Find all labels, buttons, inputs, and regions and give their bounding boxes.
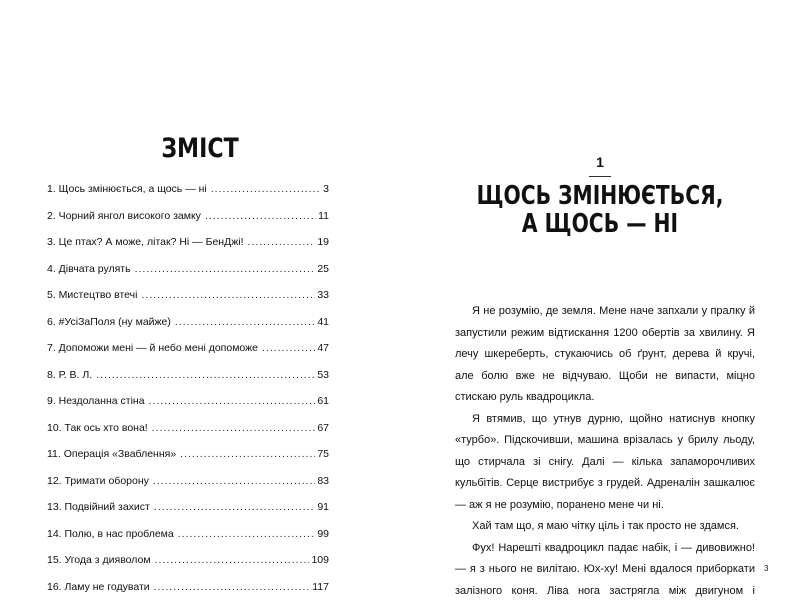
- toc-entry-page: 61: [317, 395, 329, 407]
- toc-entry: [47, 475, 329, 502]
- toc-entry: [47, 448, 329, 475]
- toc-entry: [47, 501, 329, 528]
- toc-entry: [47, 183, 329, 210]
- toc-entry-title: 9. Нездоланна стіна: [47, 395, 145, 407]
- toc-entry-title: 5. Мистецтво втечі: [47, 289, 138, 301]
- toc-leader-dots: [175, 316, 315, 328]
- toc-leader-dots: [178, 528, 316, 540]
- chapter-title-line-1: ЩОСЬ ЗМІНЮЄТЬСЯ,: [476, 181, 724, 211]
- toc-entry-title: 3. Це птах? А може, літак? Ні — БенДжі!: [47, 236, 244, 248]
- toc-entry: [47, 422, 329, 449]
- chapter-title-line-2: А ЩОСЬ — НІ: [521, 209, 679, 239]
- toc-entry: [47, 342, 329, 369]
- toc-entry-page: 47: [317, 342, 329, 354]
- toc-leader-dots: [141, 289, 315, 301]
- toc-entry: [47, 289, 329, 316]
- toc-entry-title: 12. Тримати оборону: [47, 474, 149, 487]
- toc-leader-dots: [96, 369, 315, 381]
- toc-entry-title: 15. Угода з дияволом: [47, 554, 151, 566]
- paragraph: Фух! Нарешті квадроцикл падає набік, і — дивовижно! — я з нього не вилітаю. Юх-ху! Мені вдалося приборкати залізного коня. Ліва нога застрягла між двигуном і: [455, 541, 755, 597]
- chapter-number: 1: [596, 154, 604, 170]
- toc-entry-page: 3: [323, 183, 329, 195]
- page-number: 3: [764, 564, 769, 573]
- toc-entry-title: 7. Допоможи мені — й небо мені допоможе: [47, 342, 259, 354]
- toc-leader-dots: [135, 263, 316, 275]
- toc-entry: [47, 528, 329, 555]
- toc-leader-dots: [180, 448, 315, 460]
- table-of-contents: [47, 183, 329, 600]
- toc-entry-page: 117: [312, 580, 329, 593]
- chapter-title: [444, 182, 756, 238]
- toc-entry-page: 99: [317, 527, 329, 540]
- toc-entry-page: 83: [317, 474, 329, 487]
- toc-entry-title: 1. Щось змінюється, а щось — ні: [47, 183, 207, 195]
- toc-leader-dots: [155, 554, 310, 566]
- toc-entry-page: 67: [317, 421, 329, 434]
- toc-entry-title: 8. Р. В. Л.: [47, 368, 93, 381]
- toc-leader-dots: [248, 236, 316, 248]
- toc-entry-page: 41: [317, 315, 329, 328]
- toc-entry-page: 19: [317, 236, 329, 248]
- toc-entry-title: 6. #УсіЗаПоля (ну майже): [47, 315, 171, 328]
- toc-entry-title: 11. Операція «Зваблення»: [47, 448, 177, 460]
- toc-entry: [47, 263, 329, 290]
- toc-leader-dots: [154, 501, 315, 513]
- toc-entry: [47, 316, 329, 343]
- toc-entry-page: 75: [317, 448, 329, 460]
- toc-entry-title: 13. Подвійний захист: [47, 501, 150, 513]
- toc-leader-dots: [153, 475, 315, 487]
- toc-leader-dots: [205, 210, 316, 222]
- chapter-body-text: [455, 301, 755, 600]
- toc-entry-page: 33: [317, 289, 329, 301]
- toc-title: ЗМІСТ: [161, 133, 239, 164]
- chapter-number-underline: [589, 176, 611, 177]
- toc-entry: [47, 236, 329, 263]
- toc-entry-title: 16. Ламу не годувати: [47, 580, 150, 593]
- toc-entry: [47, 210, 329, 237]
- toc-entry: [47, 581, 329, 600]
- toc-entry: [47, 395, 329, 422]
- toc-entry-title: 2. Чорний янгол високого замку: [47, 209, 201, 222]
- toc-entry: [47, 369, 329, 396]
- toc-entry: [47, 554, 329, 581]
- toc-leader-dots: [211, 183, 321, 195]
- toc-leader-dots: [262, 342, 315, 354]
- toc-entry-page: 25: [317, 262, 329, 275]
- toc-entry-page: 53: [317, 368, 329, 381]
- toc-leader-dots: [152, 422, 316, 434]
- toc-entry-title: 10. Так ось хто вона!: [47, 421, 148, 434]
- paragraph: Я втямив, що утнув дурню, щойно натиснув кнопку «турбо». Підскочивши, машина врізалась у брилу льоду, що стирчала зі снігу. Далі — кілька запаморочливих кульбітів. Серце вистрибує з грудей. Адреналін зашкалює — аж я не розумію, поранено мене чи ні.: [455, 412, 755, 511]
- toc-leader-dots: [149, 395, 316, 407]
- toc-entry-page: 11: [318, 209, 329, 222]
- toc-entry-page: 91: [317, 501, 329, 513]
- paragraph: Я не розумію, де земля. Мене наче запхали у пралку й запустили режим відтискання 1200 обертів за хвилину. Я лечу шкереберть, стукаючись об ґрунт, дерева й кручі, але болю вже не відчуваю. Щоби не випасти, міцно стискаю руль квадроцикла.: [455, 305, 755, 403]
- toc-entry-page: 109: [311, 554, 329, 566]
- toc-entry-title: 4. Дівчата рулять: [47, 262, 131, 275]
- toc-leader-dots: [154, 581, 311, 593]
- paragraph: Хай там що, я маю чітку ціль і так просто не здамся.: [472, 520, 739, 532]
- toc-entry-title: 14. Полю, в нас проблема: [47, 527, 174, 540]
